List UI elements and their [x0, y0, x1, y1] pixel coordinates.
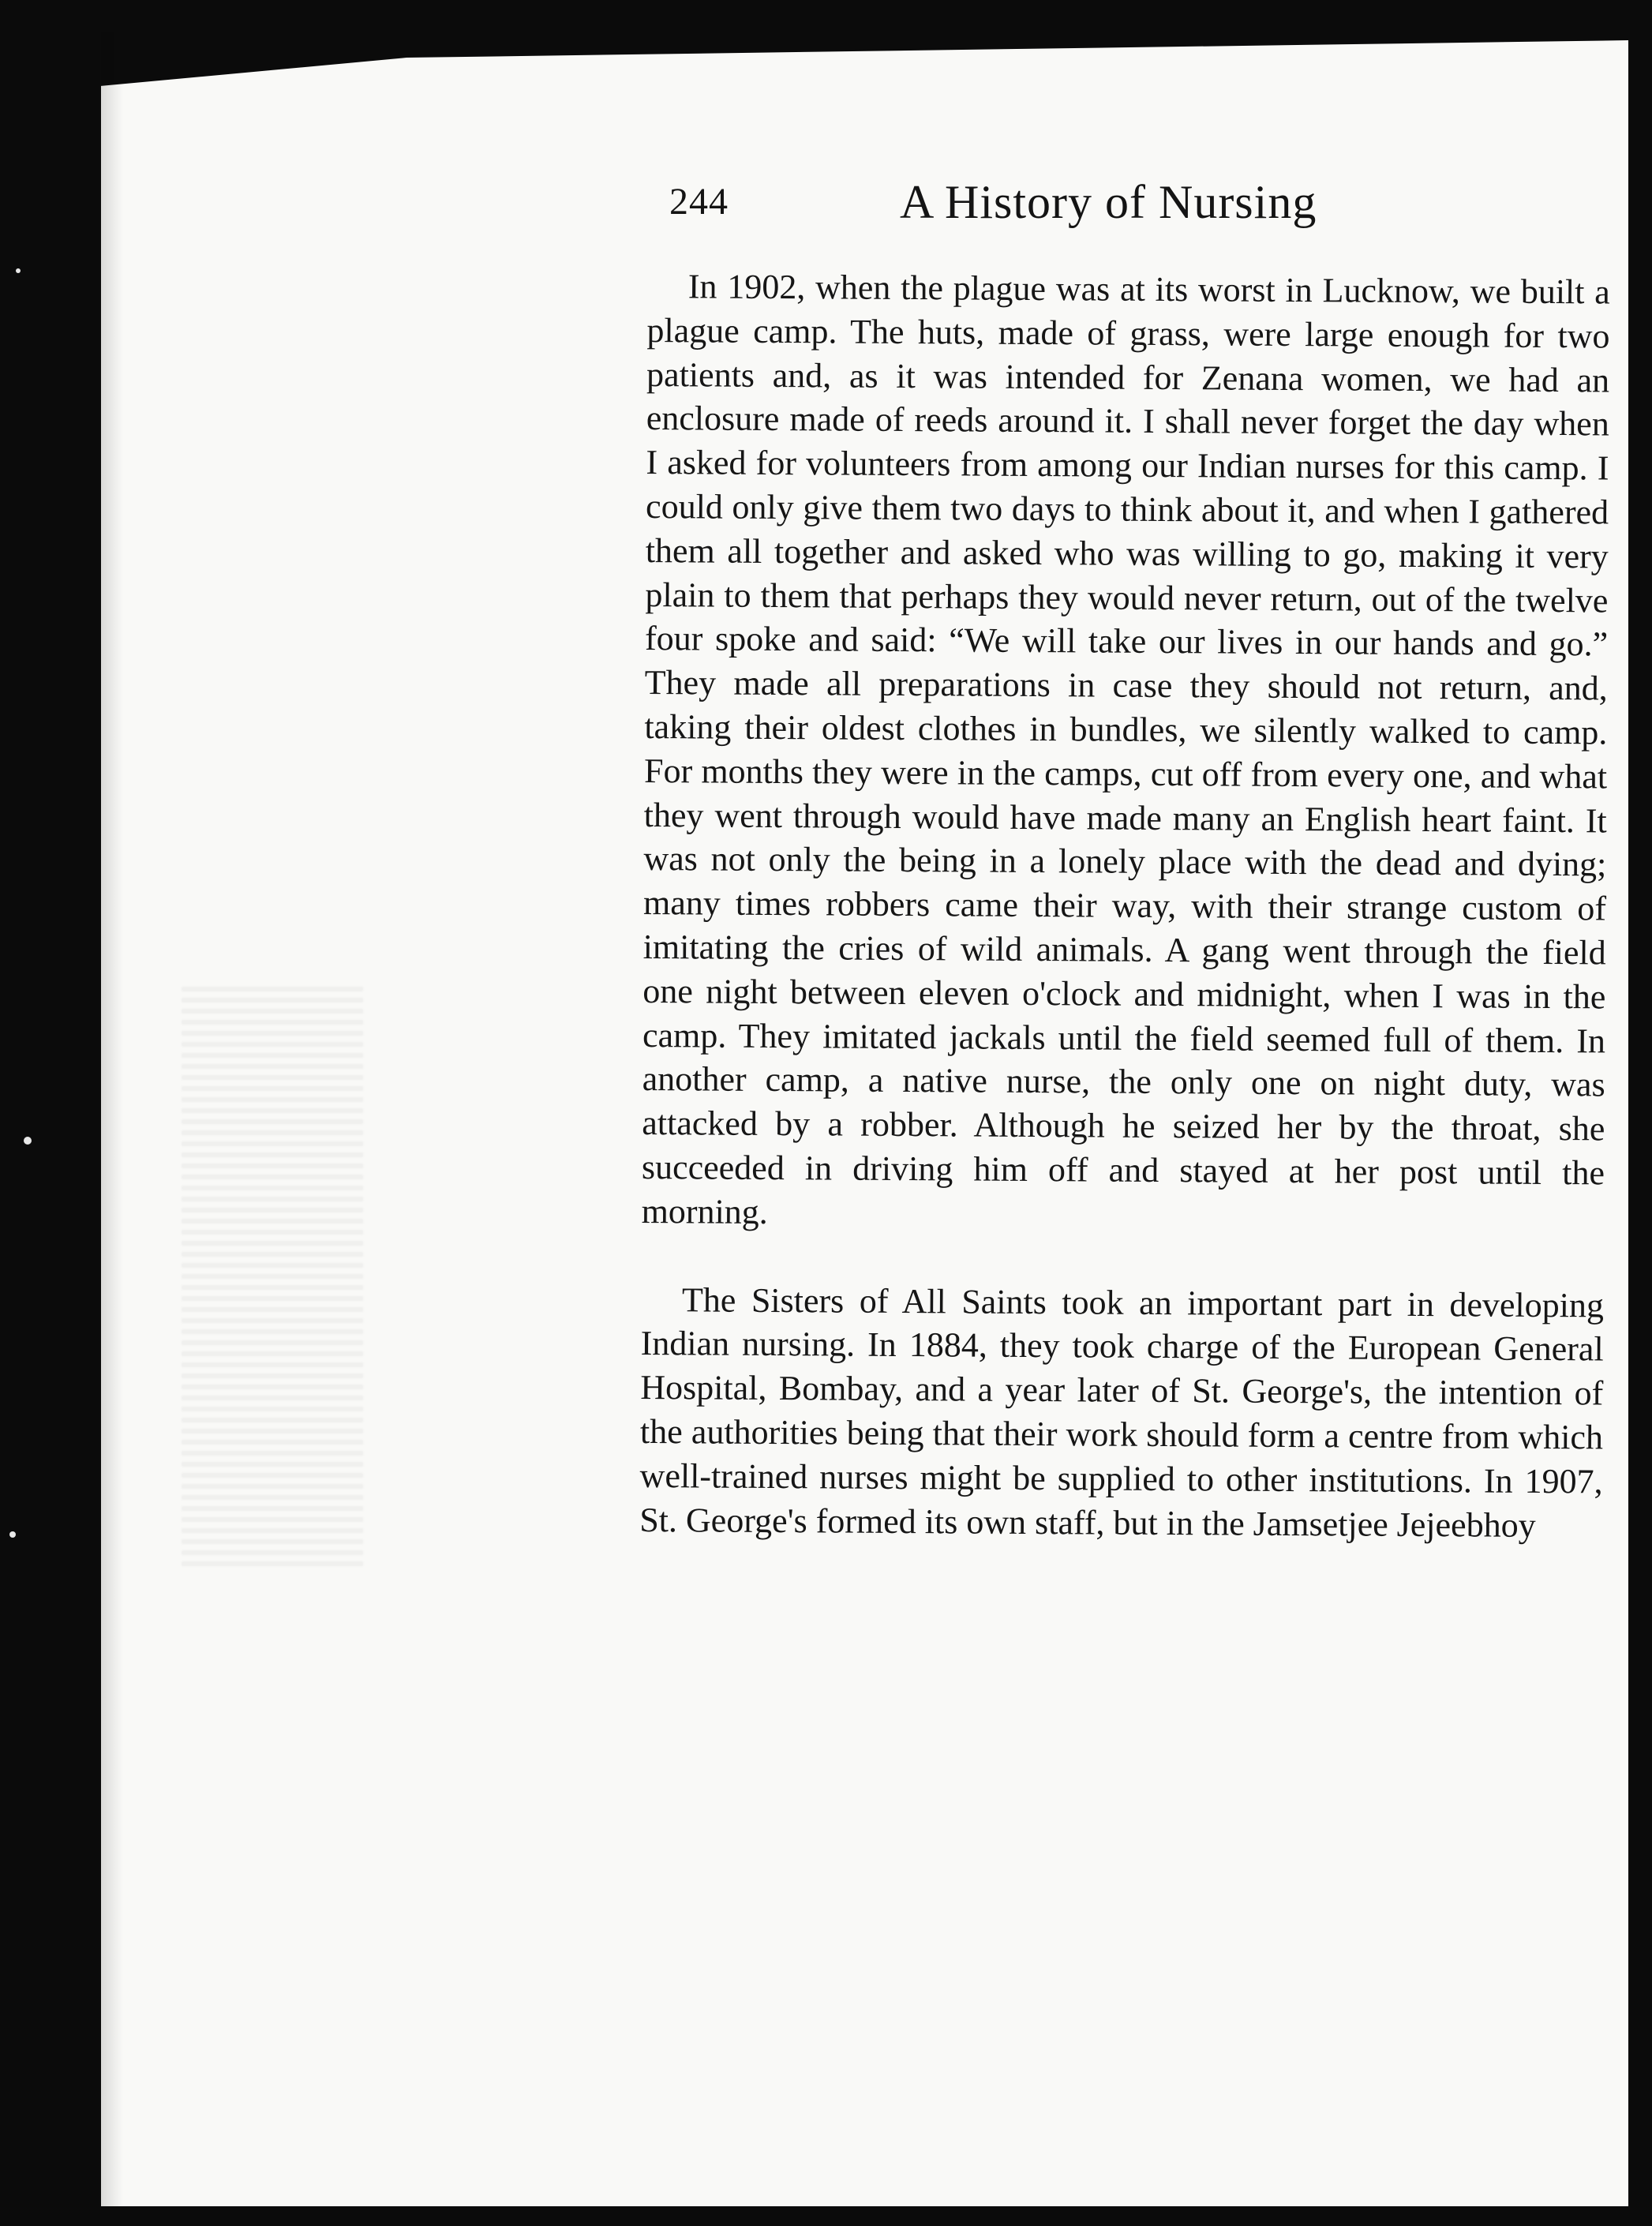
dust-speck	[24, 1137, 32, 1145]
running-title: A History of Nursing	[900, 176, 1317, 228]
page-number: 244	[669, 181, 729, 223]
page-header	[669, 175, 1380, 238]
faded-library-stamp	[182, 987, 363, 1571]
body-text	[639, 264, 1610, 1548]
page-edge-shadow	[101, 32, 123, 2206]
dust-speck	[16, 268, 21, 273]
paragraph-sisters-of-all-saints: The Sisters of All Saints took an important part in developing Indian nursing. In 1884, they took charge of the European General Hospital, Bombay, and a year later of St. George's, the intention of the authorities being that their work should form a centre from which well-trained nurses might be supplied to other institutions. In 1907, St. George's formed its own staff, but in the Jamsetjee Jejeebhoy	[639, 1280, 1605, 1545]
paragraph-plague-camp: In 1902, when the plague was at its worst in Lucknow, we built a plague camp. The huts, made of grass, were large enough for two patients and, as it was intended for Zenana women, we had an enclosure made of reeds around it. I shall never forget the day when I asked for volunteers from among our Indian nurses for this camp. I could only give them two days to think about it, and when I gathered them all together and asked who was willing to go, making it very plain to them that perhaps they would never return, out of the twelve four spoke and said: “We will take our lives in our hands and go.” They made all preparations in case they should not return, and, taking their oldest clothes in bundles, we silently walked to camp. For months they were in the camps, cut off from every one, and what they went through would have made many an English heart faint. It was not only the being in a lonely place with the dead and dying; many times robbers came their way, with their strange custom of imitating the cries of wild animals. A gang went through the field one night between eleven o'clock and midnight, when I was in the camp. They imitated jackals until the field seemed full of them. In another camp, a native nurse, the only one on night duty, was attacked by a robber. Although he seized her by the throat, she succeeded in driving him off and stayed at her post until the morning.	[641, 267, 1610, 1231]
dust-speck	[9, 1531, 16, 1538]
